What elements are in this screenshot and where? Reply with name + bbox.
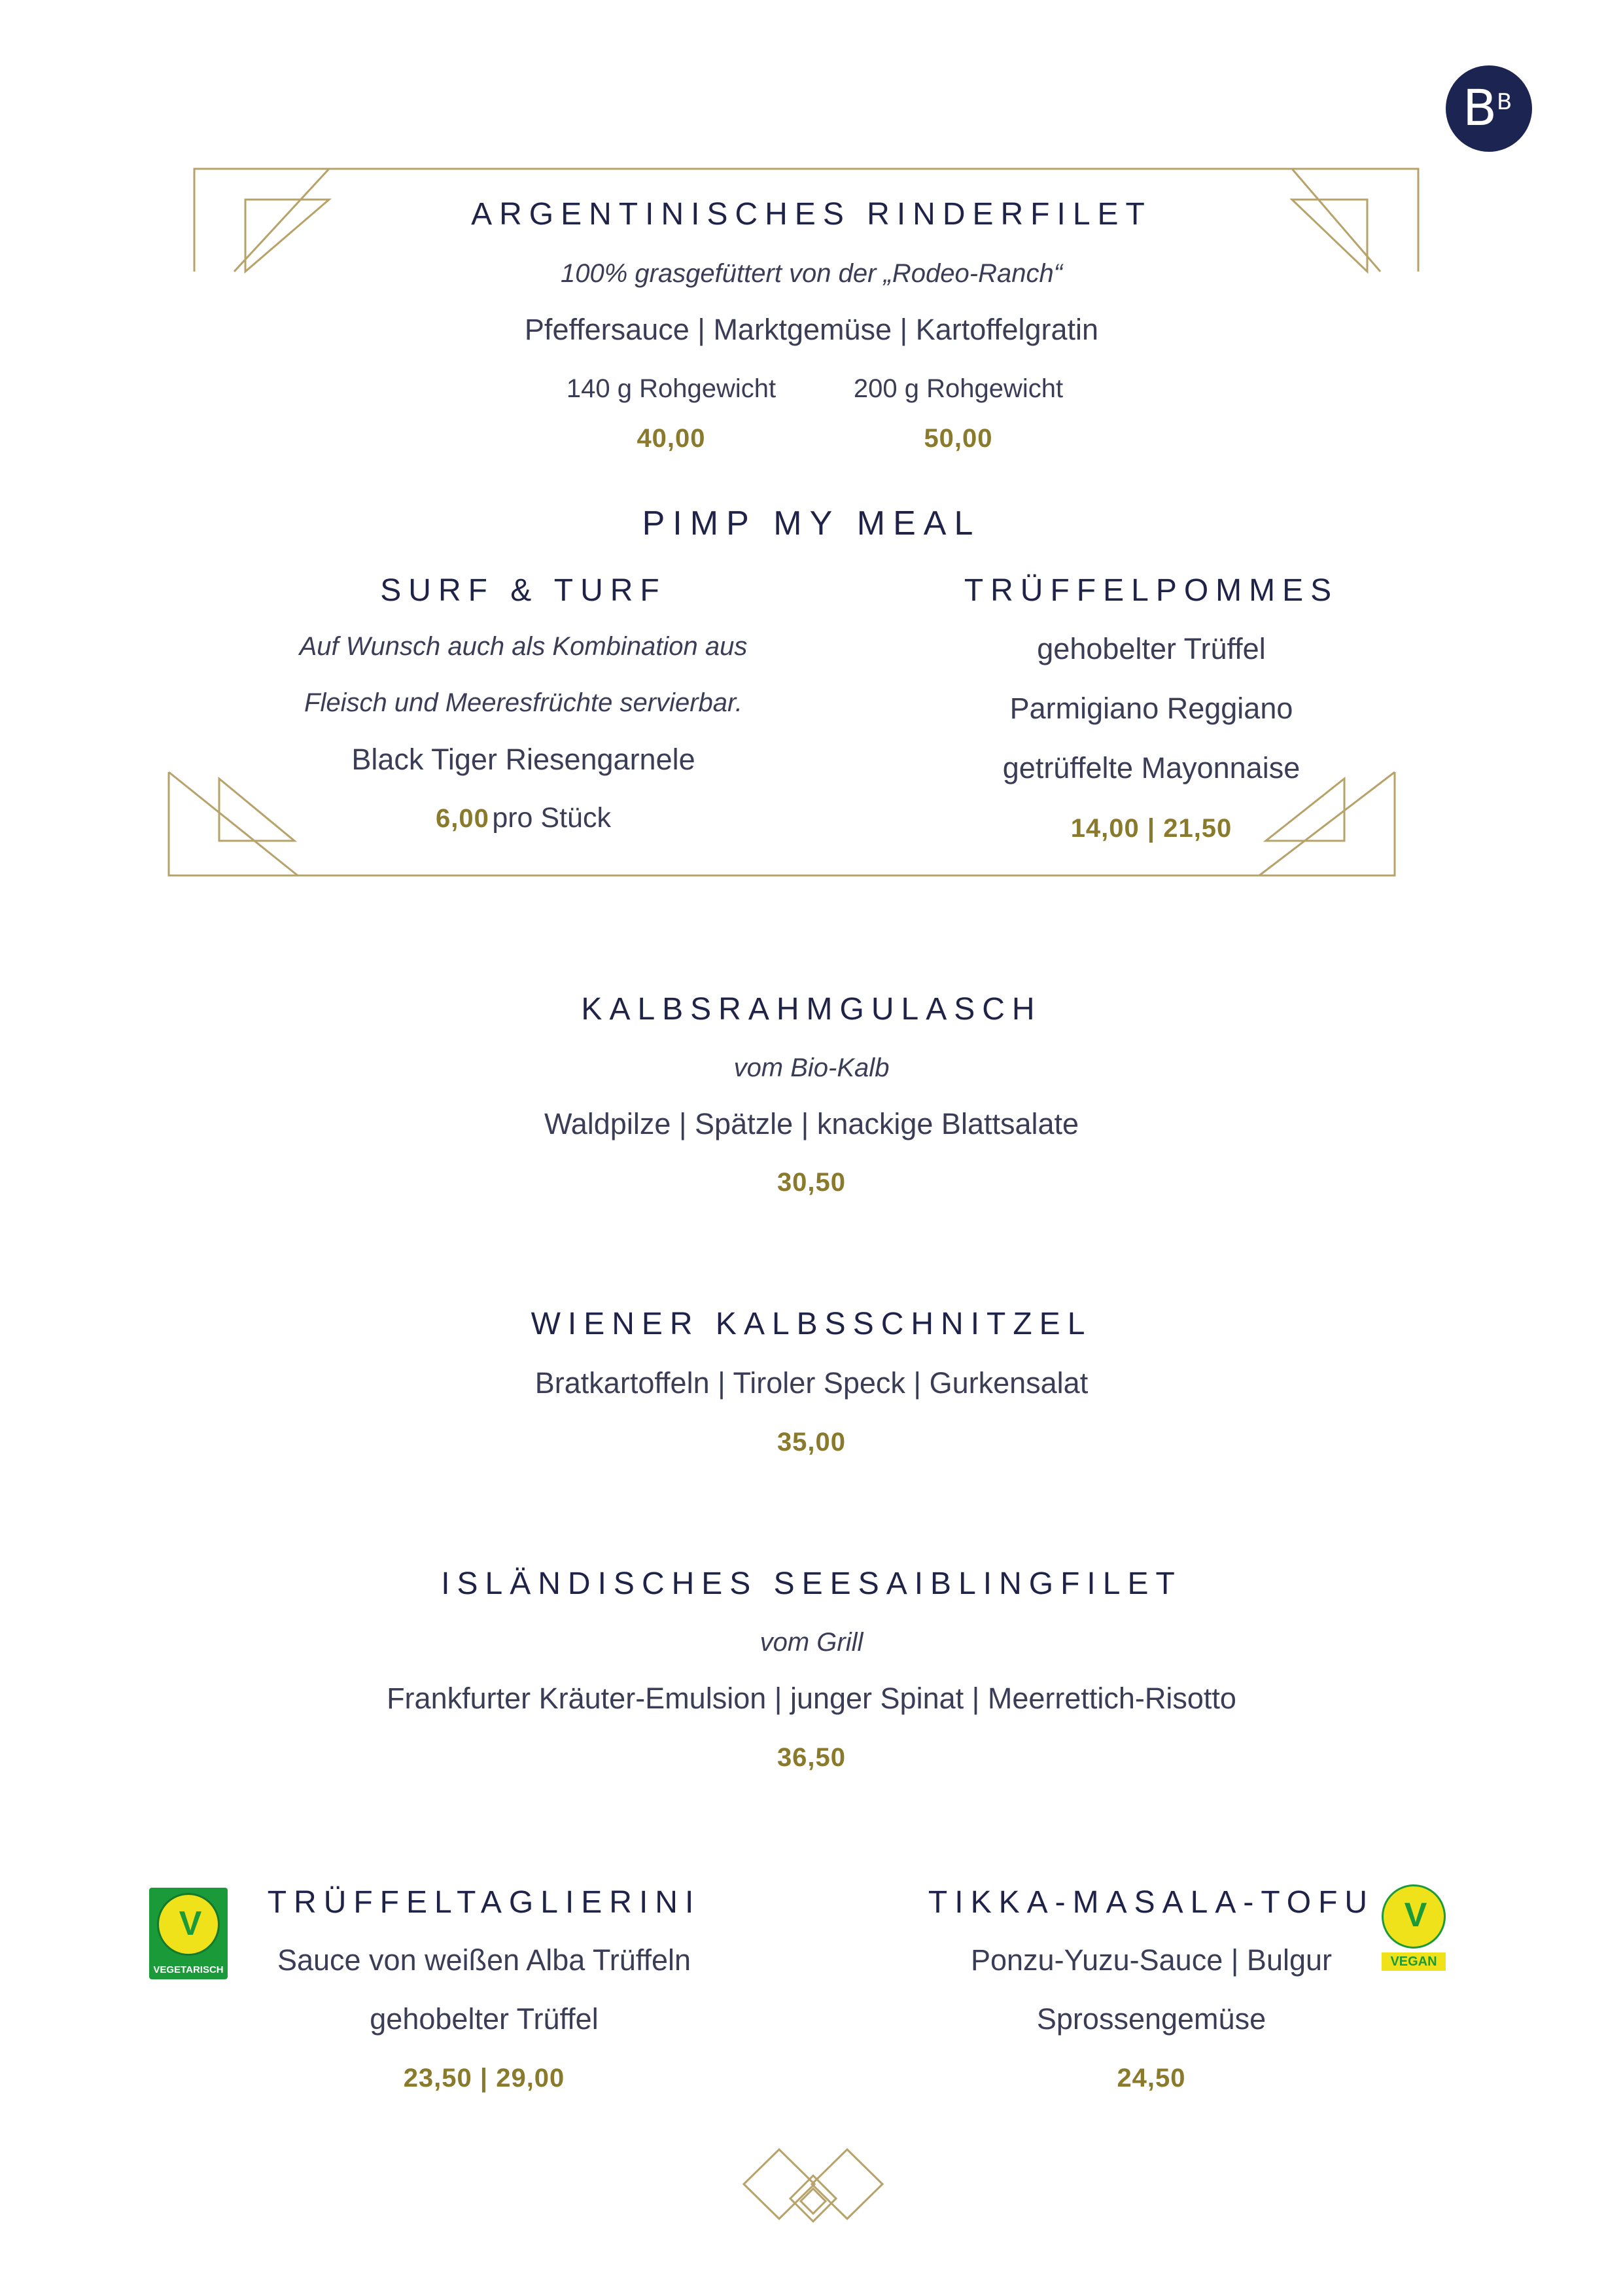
tofu-title: TIKKA-MASALA-TOFU [928,1885,1375,1920]
v-label-ring: V [1382,1884,1446,1949]
logo-letter-small: B [1497,89,1512,115]
rinderfilet-price-200: 50,00 [924,424,993,453]
saibling-title: ISLÄNDISCHES SEESAIBLINGFILET [441,1566,1182,1601]
gulasch-subtitle: vom Bio-Kalb [733,1053,890,1082]
surf-turf-price-line [196,802,850,834]
surf-turf-title: SURF & TURF [380,573,667,608]
truffelpommes-line1: gehobelter Trüffel [1037,632,1266,665]
gulasch-title: KALBSRAHMGULASCH [581,992,1042,1027]
taglierini-line1: Sauce von weißen Alba Trüffeln [277,1943,691,1977]
truffelpommes-line3: getrüffelte Mayonnaise [1002,751,1300,785]
tofu-price: 24,50 [1117,2064,1186,2093]
vegetarian-badge-label: VEGETARISCH [153,1964,224,1975]
truffelpommes-title: TRÜFFELPOMMES [964,573,1339,608]
truffelpommes-line2: Parmigiano Reggiano [1009,692,1293,725]
gulasch-price: 30,50 [777,1168,846,1197]
schnitzel-description: Bratkartoffeln | Tiroler Speck | Gurkensalat [534,1366,1089,1400]
taglierini-line2: gehobelter Trüffel [370,2002,599,2036]
saibling-description: Frankfurter Kräuter-Emulsion | junger Spinat | Meerrettich-Risotto [387,1682,1236,1715]
rinderfilet-subtitle: 100% grasgefüttert von der „Rodeo-Ranch“ [560,259,1063,288]
saibling-subtitle: vom Grill [759,1628,864,1657]
taglierini-title: TRÜFFELTAGLIERINI [267,1885,701,1920]
schnitzel-title: WIENER KALBSSCHNITZEL [531,1307,1092,1341]
rinderfilet-size-140: 140 g Rohgewicht [566,374,777,403]
gulasch-description: Waldpilze | Spätzle | knackige Blattsalate [544,1107,1079,1140]
pimp-my-meal-title: PIMP MY MEAL [642,504,981,542]
v-label-ring: V [157,1893,220,1956]
rinderfilet-title: ARGENTINISCHES RINDERFILET [471,197,1152,232]
rinderfilet-size-200: 200 g Rohgewicht [853,374,1064,403]
surf-turf-unit: pro Stück [492,802,611,834]
surf-turf-price: 6,00 [436,804,489,833]
tofu-line2: Sprossengemüse [1036,2002,1266,2036]
rinderfilet-description: Pfeffersauce | Marktgemüse | Kartoffelgratin [524,313,1099,346]
restaurant-logo [1446,65,1532,152]
rinderfilet-price-140: 40,00 [637,424,706,453]
logo-letter-large: B [1463,79,1497,137]
surf-turf-line1: Auf Wunsch auch als Kombination aus [299,632,748,661]
tofu-line1: Ponzu-Yuzu-Sauce | Bulgur [970,1943,1333,1977]
truffelpommes-price: 14,00 | 21,50 [1070,814,1232,843]
taglierini-price: 23,50 | 29,00 [403,2064,565,2093]
saibling-price: 36,50 [777,1743,846,1772]
surf-turf-item: Black Tiger Riesengarnele [351,743,695,776]
surf-turf-line2: Fleisch und Meeresfrüchte servierbar. [304,688,742,717]
schnitzel-price: 35,00 [777,1428,846,1457]
vegan-badge-label: VEGAN [1382,1952,1446,1971]
vegan-badge-icon [1378,1884,1450,1976]
